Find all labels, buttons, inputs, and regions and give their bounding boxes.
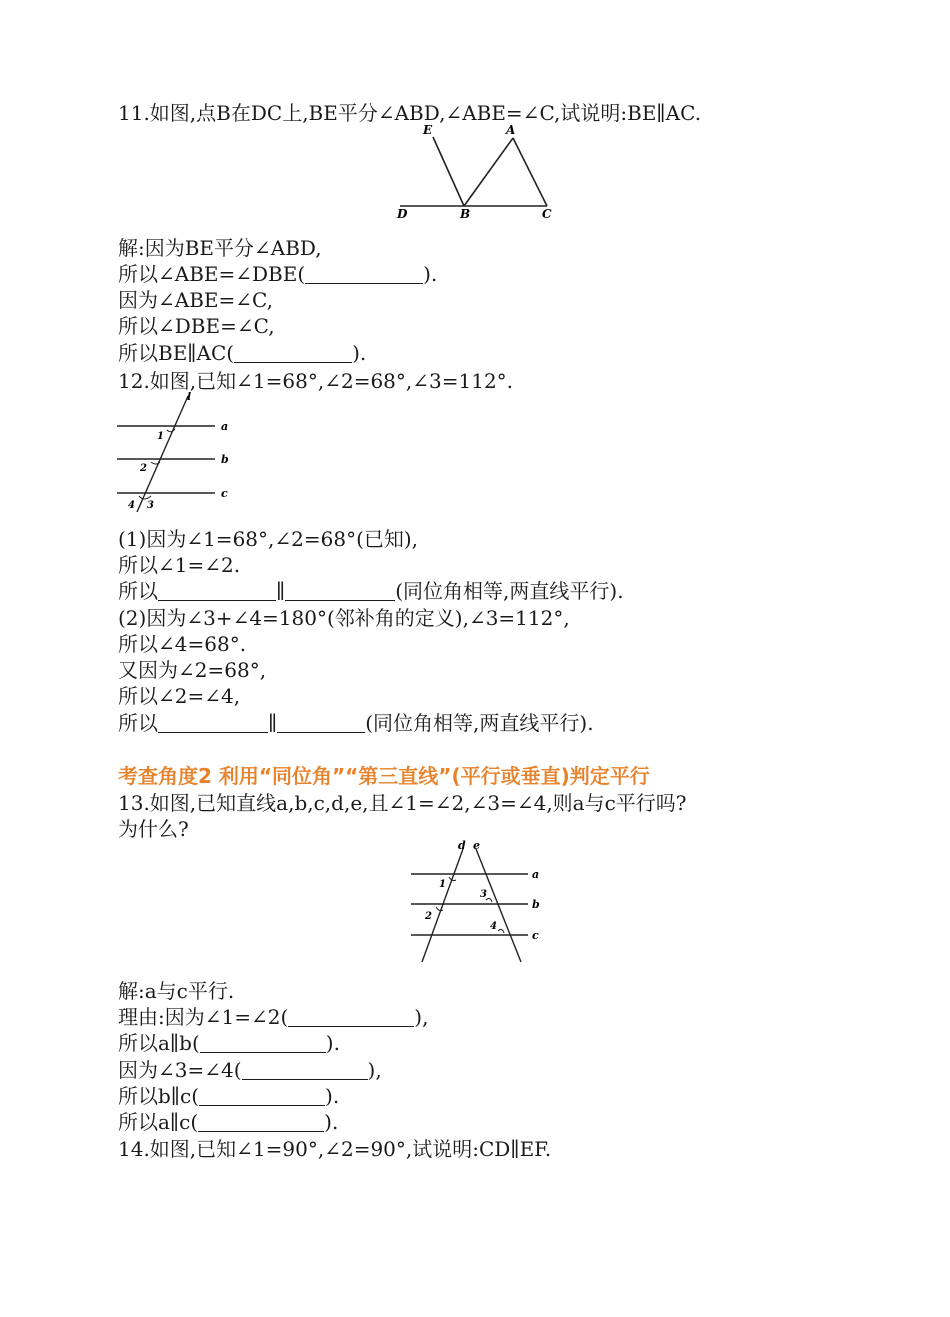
label-e: E: [423, 123, 433, 137]
angle-4-arc: [498, 929, 504, 933]
answer-blank[interactable]: [198, 1111, 324, 1132]
label-3: 3: [147, 500, 154, 511]
label-2: 2: [140, 463, 147, 474]
answer-blank[interactable]: [158, 580, 276, 601]
q11-line5: 所以BE∥AC( ).: [118, 341, 367, 365]
label-b: B: [460, 207, 471, 221]
answer-blank[interactable]: [288, 1006, 414, 1027]
q12-line3: 所以 ∥ (同位角相等,两直线平行).: [118, 579, 624, 603]
answer-blank[interactable]: [199, 1085, 325, 1106]
segment-ac: [513, 138, 547, 206]
answer-blank[interactable]: [158, 712, 268, 733]
q13-line5: 所以b∥c( ).: [118, 1084, 340, 1108]
q13-line6: 所以a∥c( ).: [118, 1110, 339, 1134]
label-3: 3: [480, 889, 487, 900]
segment-ba: [464, 138, 513, 206]
label-d: d: [458, 840, 466, 852]
q13-stem-line1: 13.如图,已知直线a,b,c,d,e,且∠1=∠2,∠3=∠4,则a与c平行吗?: [118, 791, 687, 815]
q12-stem: 12.如图,已知∠1=68°,∠2=68°,∠3=112°.: [118, 369, 514, 393]
label-d: D: [397, 207, 408, 221]
label-a: a: [221, 420, 229, 433]
label-l: l: [187, 392, 192, 403]
answer-blank[interactable]: [242, 1059, 368, 1080]
angle-34-arc: [139, 496, 151, 499]
q11-figure: [395, 122, 565, 222]
q12-line2: 所以∠1=∠2.: [118, 553, 241, 577]
line-d: [422, 849, 463, 962]
q12-line7: 所以∠2=∠4,: [118, 684, 241, 708]
q12-line5: 所以∠4=68°.: [118, 632, 247, 656]
q13-line1: 解:a与c平行.: [118, 979, 235, 1003]
label-c: c: [221, 487, 228, 500]
answer-blank[interactable]: [305, 263, 423, 284]
label-1: 1: [439, 879, 446, 890]
label-4: 4: [490, 921, 497, 932]
q12-line1: (1)因为∠1=68°,∠2=68°(已知),: [118, 527, 419, 551]
q13-line2: 理由:因为∠1=∠2( ),: [118, 1005, 429, 1029]
q11-line4: 所以∠DBE=∠C,: [118, 314, 275, 338]
q13-line3: 所以a∥b( ).: [118, 1031, 340, 1055]
label-2: 2: [425, 911, 432, 922]
section-heading: 考查角度2 利用“同位角”“第三直线”(平行或垂直)判定平行: [118, 764, 650, 788]
answer-blank[interactable]: [285, 580, 395, 601]
q13-line4: 因为∠3=∠4( ),: [118, 1058, 382, 1082]
label-1: 1: [157, 431, 164, 442]
answer-blank[interactable]: [234, 342, 352, 363]
q11-line1: 解:因为BE平分∠ABD,: [118, 236, 322, 260]
label-e: e: [473, 840, 480, 852]
line-l: [137, 396, 188, 512]
answer-blank[interactable]: [277, 712, 365, 733]
q11-line2: 所以∠ABE=∠DBE( ).: [118, 262, 438, 286]
answer-blank[interactable]: [200, 1032, 326, 1053]
label-b: b: [221, 453, 229, 466]
q11-line3: 因为∠ABE=∠C,: [118, 288, 273, 312]
label-c: c: [532, 929, 539, 942]
label-a: A: [506, 123, 516, 137]
q14-stem: 14.如图,已知∠1=90°,∠2=90°,试说明:CD∥EF.: [118, 1137, 552, 1161]
q13-stem-line2: 为什么?: [118, 817, 189, 841]
label-b: b: [532, 898, 540, 911]
label-c: C: [542, 207, 552, 221]
q13-figure: [408, 840, 548, 965]
q11-stem: 11.如图,点B在DC上,BE平分∠ABD,∠ABE=∠C,试说明:BE∥AC.: [118, 101, 702, 125]
segment-be: [433, 137, 464, 206]
line-e: [476, 849, 521, 962]
q12-figure: [115, 392, 245, 514]
q12-line8: 所以 ∥ (同位角相等,两直线平行).: [118, 711, 594, 735]
q12-line4: (2)因为∠3+∠4=180°(邻补角的定义),∠3=112°,: [118, 606, 570, 630]
q12-line6: 又因为∠2=68°,: [118, 658, 267, 682]
label-a: a: [532, 868, 540, 881]
label-4: 4: [128, 500, 135, 511]
